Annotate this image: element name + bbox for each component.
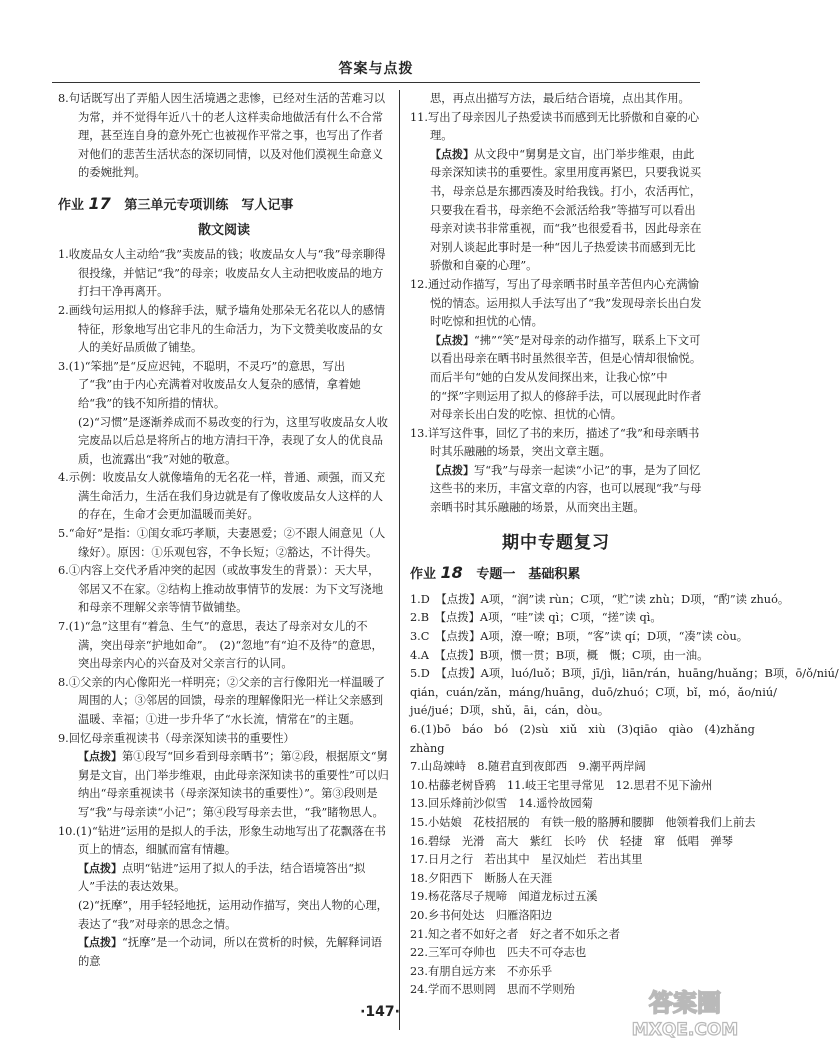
tip-paragraph bbox=[410, 332, 702, 425]
tip-paragraph bbox=[410, 462, 702, 518]
answer-line: 2.B 【点拨】A项，“哇”读 qì；C项，“搓”读 qì。 bbox=[410, 611, 662, 625]
answer-item: 1.收废品女人主动给“我”卖废品的钱；收废品女人与“我”母亲聊得很投缘，并惦记“我”的母亲；收废品女人主动把收废品的地方打扫干净再离开。 bbox=[58, 248, 386, 299]
answer-line: 7.山岛竦峙 8.随君直到夜郎西 9.潮平两岸阔 bbox=[410, 760, 646, 774]
tip-label: 【点拨】 bbox=[78, 936, 122, 950]
answer-line: qián，cuán/zǎn，máng/huāng，duō/zhuó；C项，bǐ，mó，ǎo/niú/ bbox=[410, 685, 777, 699]
answer-item: 8.①父亲的内心像阳光一样明亮；②父亲的言行像阳光一样温暖了周围的人；③邻居的回馈，母亲的理解像阳光一样让父亲感到温暖、幸福；①进一步升华了“水长流，情常在”的主题。 bbox=[58, 675, 386, 726]
answer-item: 4.示例：收废品女人就像墙角的无名花一样，普通、顽强，而又充满生命活力，生活在我们身边就是有了像收废品女人这样的人的存在，生命才会更加温暖而美好。 bbox=[58, 471, 386, 522]
tip-label: 【点拨】 bbox=[430, 463, 474, 477]
tip-text: 点明“钻进”运用了拟人的手法，结合语境答出“拟人”手法的表达效果。 bbox=[78, 861, 366, 894]
left-column bbox=[58, 90, 390, 1030]
tip-label: 【点拨】 bbox=[78, 861, 122, 875]
section-label: 作业 bbox=[58, 197, 85, 213]
page-number: ·147· bbox=[360, 1004, 400, 1020]
answer-item: 6.①内容上交代矛盾冲突的起因（或故事发生的背景）：天大早，邻居又不在家。②结构上推动故事情节的发展：为下文写浇地和母亲不理解父亲等情节做铺垫。 bbox=[58, 564, 384, 615]
page-header: 答案与点拨 bbox=[338, 61, 414, 77]
answer-line: 16.碧绿 光滑 高大 紫红 长吟 伏 轻捷 窜 低唱 弹琴 bbox=[410, 834, 733, 848]
answer-line: zhàng bbox=[410, 741, 445, 755]
answer-item: 8.句话既写出了弄船人因生活境遇之悲惨，已经对生活的苦难习以为常，并不觉得年近八十的老人这样卖命地做活有什么不合常理，甚至连自身的意外死亡也被视作平常之事，也写出了作者对他们的悲苦生活状态的深切同情，以及对他们漠视生命意义的委婉批判。 bbox=[58, 92, 386, 180]
watermark-text-cn: 答案圈 bbox=[649, 989, 721, 1017]
answer-item: (2)“习惯”是逐渐养成而不易改变的行为，这里写收废品女人收完废品以后总是将所占的地方清扫干净，表现了女人的优良品质，也流露出“我”对她的敬意。 bbox=[78, 415, 388, 466]
section-title: 专题一 基础积累 bbox=[476, 567, 581, 583]
answer-line: 19.杨花落尽子规啼 闻道龙标过五溪 bbox=[410, 890, 598, 904]
continued-text: 思，再点出描写方法，最后结合语境，点出其作用。 bbox=[430, 92, 690, 105]
answer-line: 1.D 【点拨】A项，“润”读 rùn；C项，“贮”读 zhù；D项，“酌”读 zhuó。 bbox=[410, 592, 790, 606]
answer-item: 3.(1)“笨拙”是“反应迟钝，不聪明，不灵巧”的意思，写出了“我”由于内心充满着对收废品女人复杂的感情，拿着她给“我”的钱不知所措的情状。 bbox=[58, 359, 361, 410]
tip-paragraph bbox=[58, 934, 390, 971]
answer-line: 3.C 【点拨】A项，潦一嘹；B项，“客”读 qí；D项，“凑”读 còu。 bbox=[410, 630, 749, 644]
tip-paragraph bbox=[58, 860, 390, 897]
tip-text: 写“我”与母亲一起读“小记”的事，是为了回忆这些书的来历，丰富文章的内容，也可以展现“我”与母亲晒书时其乐融融的场景，从而突出主题。 bbox=[430, 463, 702, 515]
answer-line: 10.枯藤老树昏鸦 11.岐王宅里寻常见 12.思君不见下渝州 bbox=[410, 778, 713, 792]
answer-line: 13.回乐烽前沙似雪 14.遥怜故园菊 bbox=[410, 797, 593, 811]
answer-item: 13.详写这件事，回忆了书的来历，描述了“我”和母亲晒书时其乐融融的场景，突出文章主题。 bbox=[410, 426, 700, 459]
column-divider bbox=[399, 90, 400, 1030]
answer-item: 11.写出了母亲因儿子热爱读书而感到无比骄傲和自豪的心理。 bbox=[410, 110, 700, 143]
tip-text: “拂”“笑”是对母亲的动作描写，联系上下文可以看出母亲在晒书时虽然很辛苦，但是心情却很愉悦。而后半句“她的白发从发间探出来，让我心惊”中的“探”字则运用了拟人的修辞手法，可以展现此时作者对母亲长出白发的吃惊、担忧的心情。 bbox=[430, 333, 702, 422]
midterm-review-title: 期中专题复习 bbox=[502, 532, 610, 553]
answer-item: (2)“抚摩”，用手轻轻地抚，运用动作描写，突出人物的心理，表达了“我”对母亲的思念之情。 bbox=[78, 898, 388, 931]
answer-line: 17.日月之行 若出其中 星汉灿烂 若出其里 bbox=[410, 853, 643, 867]
watermark-logo bbox=[628, 985, 743, 1040]
answer-line: 24.学而不思则罔 思而不学则殆 bbox=[410, 983, 575, 997]
header-rule bbox=[52, 82, 700, 83]
section-title: 第三单元专项训练 写人记事 bbox=[124, 197, 294, 213]
answer-line: 6.(1)bō báo bó (2)sù xiǔ xiù (3)qiāo qiào (4)zhǎng bbox=[410, 723, 755, 736]
answer-line: 4.A 【点拨】B项，惯一贯；B项，概 慨；C项，由一油。 bbox=[410, 648, 709, 662]
answer-item: 7.(1)“急”这里有“着急、生气”的意思，表达了母亲对女儿的不满，突出母亲“护地如命”。 (2)“忽地”有“迫不及待”的意思，突出母亲内心的兴奋及对父亲言行的认同。 bbox=[58, 620, 383, 671]
section-number: 18 bbox=[440, 563, 463, 583]
section-subtitle: 散文阅读 bbox=[197, 222, 250, 238]
answer-line: 23.有朋自远方来 不亦乐乎 bbox=[410, 964, 553, 978]
answer-line: jué/jué；D项，shǔ，āi，cán，dòu。 bbox=[410, 704, 610, 718]
answer-line: 18.夕阳西下 断肠人在天涯 bbox=[410, 871, 553, 885]
tip-label: 【点拨】 bbox=[78, 750, 122, 764]
tip-label: 【点拨】 bbox=[430, 333, 474, 347]
answer-item: 5.“命好”是指：①闺女乖巧孝顺，夫妻恩爱；②不跟人闹意见（人缘好）。原因：①乐观包容，不争长短；②豁达，不计得失。 bbox=[58, 527, 386, 559]
answer-item: 9.回忆母亲重视读书（母亲深知读书的重要性） bbox=[58, 731, 295, 745]
section-18-heading bbox=[410, 564, 702, 585]
answer-line: 22.三军可夺帅也 匹夫不可夺志也 bbox=[410, 946, 587, 960]
answer-line: 5.D 【点拨】A项，luó/luǒ；B项，jī/jì，liān/rán，huāng/huǎng；B项，ō/ǒ/niú/ bbox=[410, 667, 839, 681]
section-label: 作业 bbox=[410, 567, 437, 583]
answer-list bbox=[410, 591, 839, 1000]
tip-text: 从文段中“舅舅是文盲，出门举步维艰，由此母亲深知读书的重要性。家里用度再紧巴，只要我说买书，母亲总是东挪西凑及时给我钱。打小，农活再忙，只要我在看书，母亲绝不会派活给我”等描写可以看出母亲对读书非常重视，而“我”也很爱看书，因此母亲在对别人谈起此事时是一种“因儿子热爱读书而感到无比骄傲和自豪的心理”。 bbox=[430, 147, 702, 273]
tip-text: 第①段写“回乡看到母亲晒书”；第②段，根据原文“舅舅是文盲，出门举步维艰，由此母亲深知读书的重要性”可以归纳出“母亲重视读书（母亲深知读书的重要性）”。第③段则是写“我”与母亲读“小记”；第④段写母亲去世，“我”睹物思人。 bbox=[78, 750, 389, 819]
tip-paragraph bbox=[410, 146, 702, 276]
section-17-heading bbox=[58, 195, 390, 216]
answer-line: 20.乡书何处达 归雁洛阳边 bbox=[410, 908, 553, 922]
watermark-text-en: MXQE.COM bbox=[631, 1020, 739, 1040]
tip-paragraph bbox=[58, 748, 390, 822]
answer-item: 10.(1)“钻进”运用的是拟人的手法，形象生动地写出了花飘落在书页上的情态，细腻而富有情趣。 bbox=[58, 824, 386, 857]
answer-line: 15.小姑娘 花枝招展的 有铁一般的胳膊和腰脚 他领着我们上前去 bbox=[410, 815, 756, 829]
answer-line: 21.知之者不如好之者 好之者不如乐之者 bbox=[410, 927, 621, 941]
answer-item: 2.画线句运用拟人的修辞手法，赋予墙角处那朵无名花以人的感情特征，形象地写出它非凡的生命活力，为下文赞美收废品的女人的美好品质做了铺垫。 bbox=[58, 303, 386, 355]
answer-item: 12.通过动作描写，写出了母亲晒书时虽辛苦但内心充满愉悦的情态。运用拟人手法写出了“我”发现母亲长出白发时吃惊和担忧的心情。 bbox=[410, 277, 702, 329]
tip-label: 【点拨】 bbox=[430, 147, 474, 161]
tip-text: “抚摩”是一个动词，所以在赏析的时候，先解释词语的意 bbox=[78, 936, 383, 968]
section-number: 17 bbox=[88, 193, 111, 213]
